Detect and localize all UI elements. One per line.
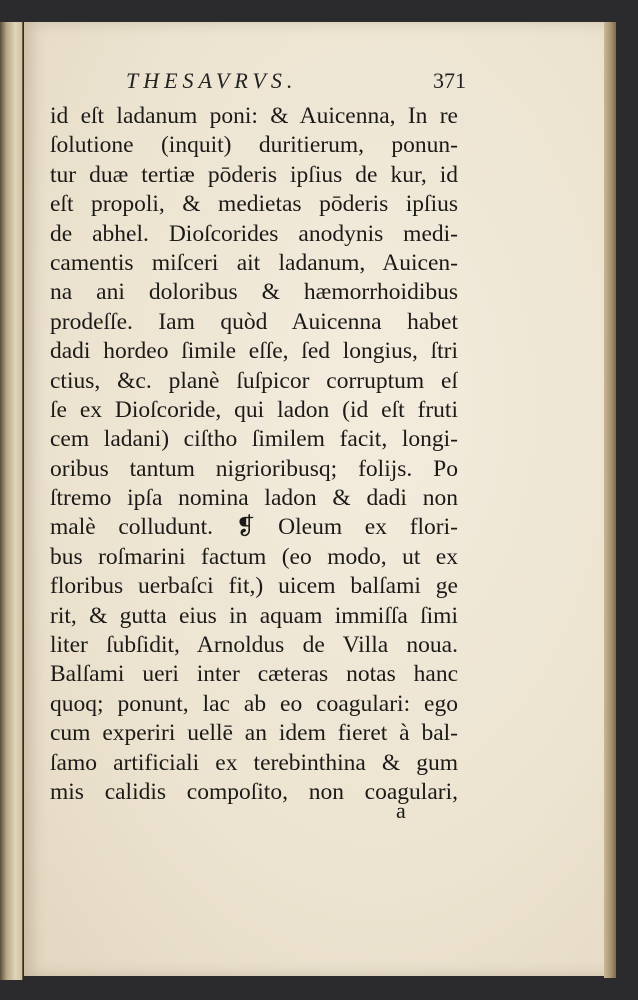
text-line: malè colludunt. ❡ Oleum ex flori- [50, 514, 458, 541]
text-line: ſe ex Dioſcoride, qui ladon (id eſt fruti [50, 396, 458, 423]
text-line: na ani doloribus & hæmorrhoidibus [50, 279, 458, 306]
text-line: eſt propoli, & medietas pōderis ipſius [50, 191, 458, 218]
text-line: ſolutione (inquit) duritierum, ponun- [50, 132, 458, 159]
page-number: 371 [433, 68, 466, 93]
running-title: THESAVRVS. [126, 68, 298, 93]
text-line: quoq; ponunt, lac ab eo coagulari: ego [50, 690, 458, 717]
text-line: ſtremo ipſa nomina ladon & dadi non [50, 485, 458, 512]
text-line: Balſami ueri inter cæteras notas hanc [50, 661, 458, 688]
text-line: dadi hordeo ſimile eſſe, ſed longius, ſtri [50, 338, 458, 365]
text-line: floribus uerbaſci fit,) uicem balſami ge [50, 573, 458, 600]
text-line: bus roſmarini factum (eo modo, ut ex [50, 543, 458, 570]
text-line: rit, & gutta eius in aquam immiſſa ſimi [50, 602, 458, 629]
text-line: liter ſubſidit, Arnoldus de Villa noua. [50, 632, 458, 659]
text-line: cem ladani) ciſtho ſimilem facit, longi- [50, 426, 458, 453]
text-line: mis calidis compoſito, non coagulari, [50, 778, 458, 805]
text-line: prodeſſe. Iam quòd Auicenna habet [50, 308, 458, 335]
text-line: oribus tantum nigrioribusq; folijs. Po [50, 455, 458, 482]
catchword: a [396, 798, 406, 823]
text-line: de abhel. Dioſcorides anodynis medi- [50, 220, 458, 247]
text-line: cum experiri uellē an idem fieret à bal- [50, 720, 458, 747]
text-line: tur duæ tertiæ pōderis ipſius de kur, id [50, 161, 458, 188]
book-left-edge [0, 22, 23, 980]
text-line: ctius, &c. planè ſuſpicor corruptum eſ [50, 367, 458, 394]
body-text [50, 102, 458, 807]
text-line: camentis miſceri ait ladanum, Auicen- [50, 249, 458, 276]
text-line: id eſt ladanum poni: & Auicenna, In re [50, 103, 458, 129]
book-right-edge [604, 22, 616, 978]
text-line: ſamo artificiali ex terebinthina & gum [50, 749, 458, 776]
running-head [126, 68, 466, 94]
